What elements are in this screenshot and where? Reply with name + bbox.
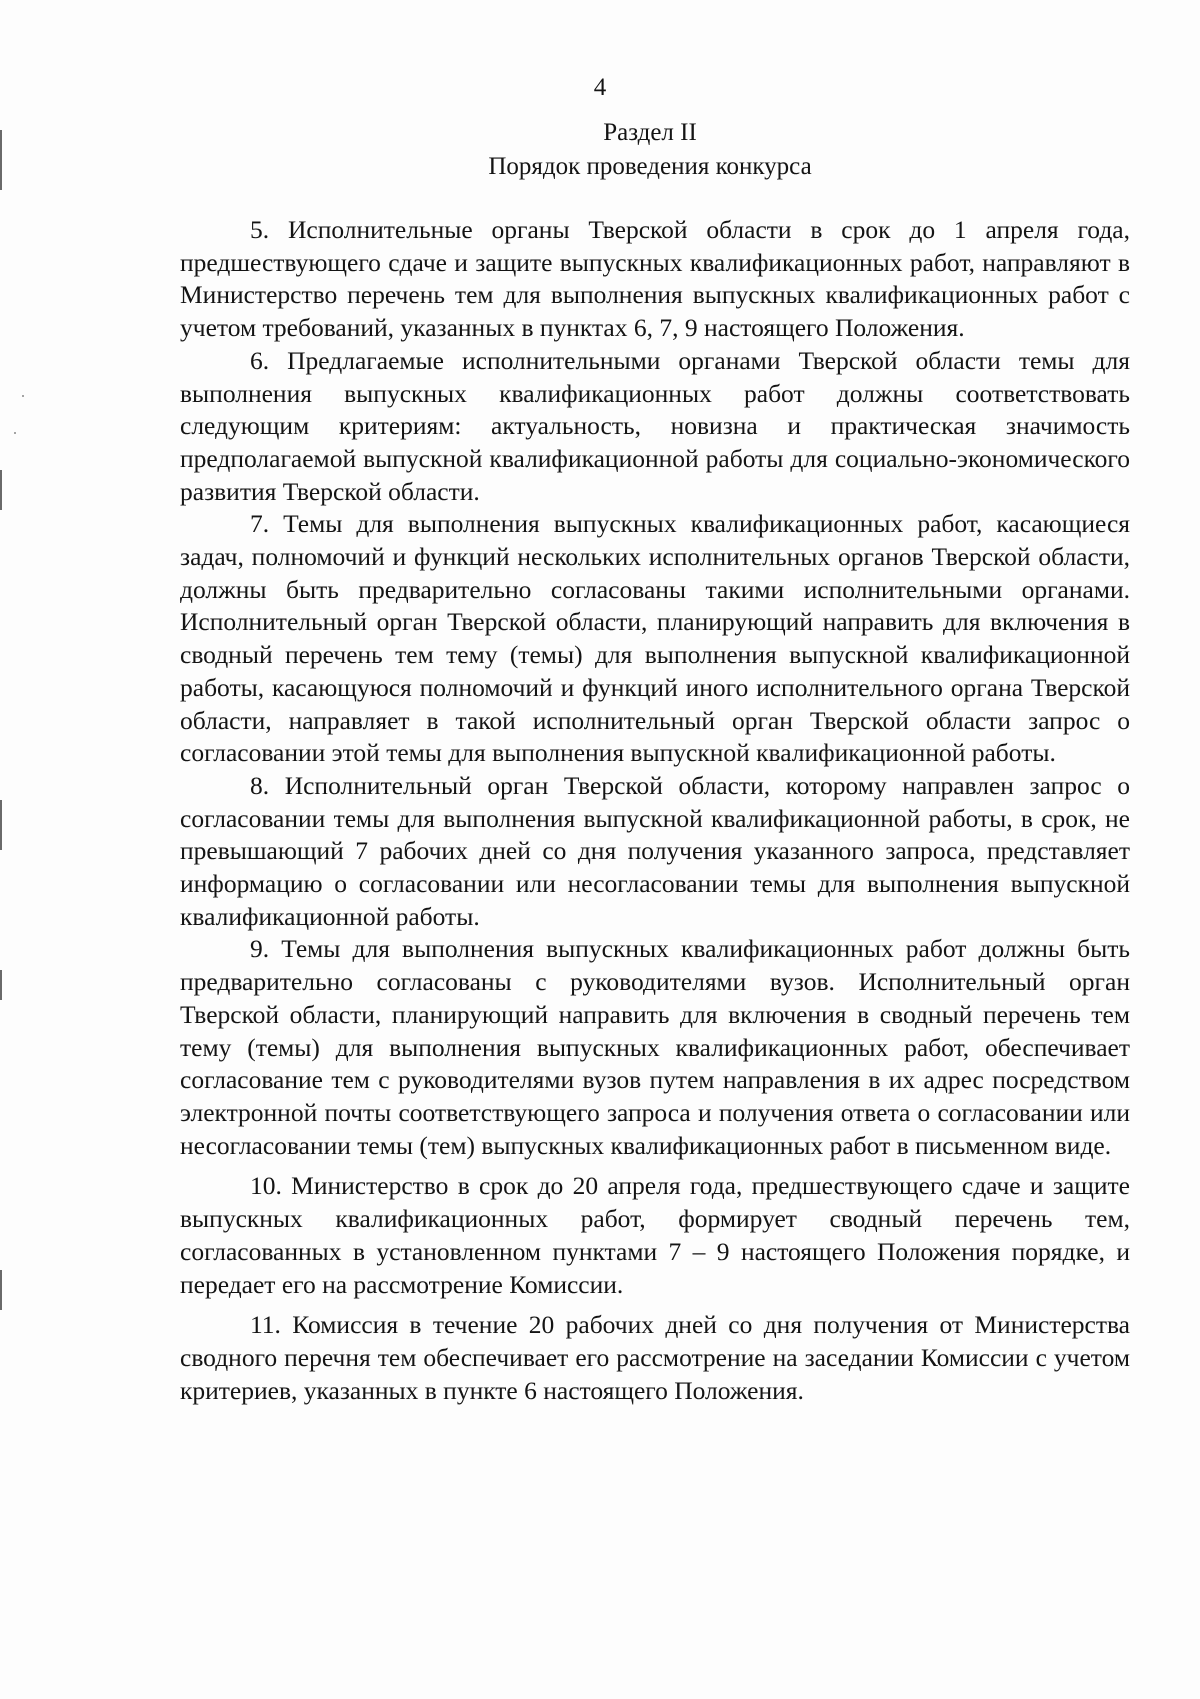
clause-6: 6. Предлагаемые исполнительными органами Тверской области темы для выполнения выпускных квалификационных работ должны соответствовать следующим критериям: актуальность, новизна и практическая значимость предполагаемой выпускной квалификационной работы для социально-экономического развития Тверской области.	[180, 345, 1130, 506]
scan-edge-mark	[0, 470, 2, 510]
clause-5: 5. Исполнительные органы Тверской области в срок до 1 апреля года, предшествующего сдаче и защите выпускных квалификационных работ, направляют в Министерство перечень тем для выполнения выпускных квалификационных работ с учетом требований, указанных в пунктах 6, 7, 9 настоящего Положения.	[180, 215, 1130, 343]
document-body	[180, 214, 1130, 1407]
clause-9: 9. Темы для выполнения выпускных квалификационных работ должны быть предварительно согласованы с руководителями вузов. Исполнительный орган Тверской области, планирующий направить для включения в сводный перечень тем тему (темы) для выполнения выпускных квалификационных работ, обеспечивает согласование тем с руководителями вузов путем направления в их адрес посредством электронной почты соответствующего запроса и получения ответа о согласовании или несогласовании темы (тем) выпускных квалификационных работ в письменном виде.	[180, 934, 1130, 1160]
scan-speck	[22, 395, 24, 397]
clause-7: 7. Темы для выполнения выпускных квалификационных работ, касающиеся задач, полномочий и функций нескольких исполнительных органов Тверской области, должны быть предварительно согласованы такими исполнительными органами. Исполнительный орган Тверской области, планирующий направить для включения в сводный перечень тем тему (темы) для выполнения выпускной квалификационной работы, касающуюся полномочий и функций иного исполнительного органа Тверской области, направляет в такой исполнительный орган Тверской области запрос о согласовании этой темы для выполнения выпускной квалификационной работы.	[180, 509, 1130, 768]
section-heading: Раздел II	[603, 119, 697, 146]
clause-10: 10. Министерство в срок до 20 апреля года, предшествующего сдаче и защите выпускных квалификационных работ, формирует сводный перечень тем, согласованных в установленном пунктами 7 – 9 настоящего Положения порядке, и передает его на рассмотрение Комиссии.	[180, 1171, 1130, 1299]
scan-edge-mark	[0, 970, 2, 1000]
scan-speck	[14, 432, 16, 434]
clause-11: 11. Комиссия в течение 20 рабочих дней со дня получения от Министерства сводного перечня тем обеспечивает его рассмотрение на заседании Комиссии с учетом критериев, указанных в пункте 6 настоящего Положения.	[180, 1310, 1130, 1405]
clause-8: 8. Исполнительный орган Тверской области, которому направлен запрос о согласовании темы для выполнения выпускной квалификационной работы, в срок, не превышающий 7 рабочих дней со дня получения указанного запроса, представляет информацию о согласовании или несогласовании темы для выполнения выпускной квалификационной работы.	[180, 770, 1130, 931]
page-number: 4	[593, 74, 607, 101]
scan-edge-mark	[0, 1270, 2, 1310]
scan-edge-mark	[0, 800, 2, 850]
section-title: Порядок проведения конкурса	[488, 153, 812, 180]
